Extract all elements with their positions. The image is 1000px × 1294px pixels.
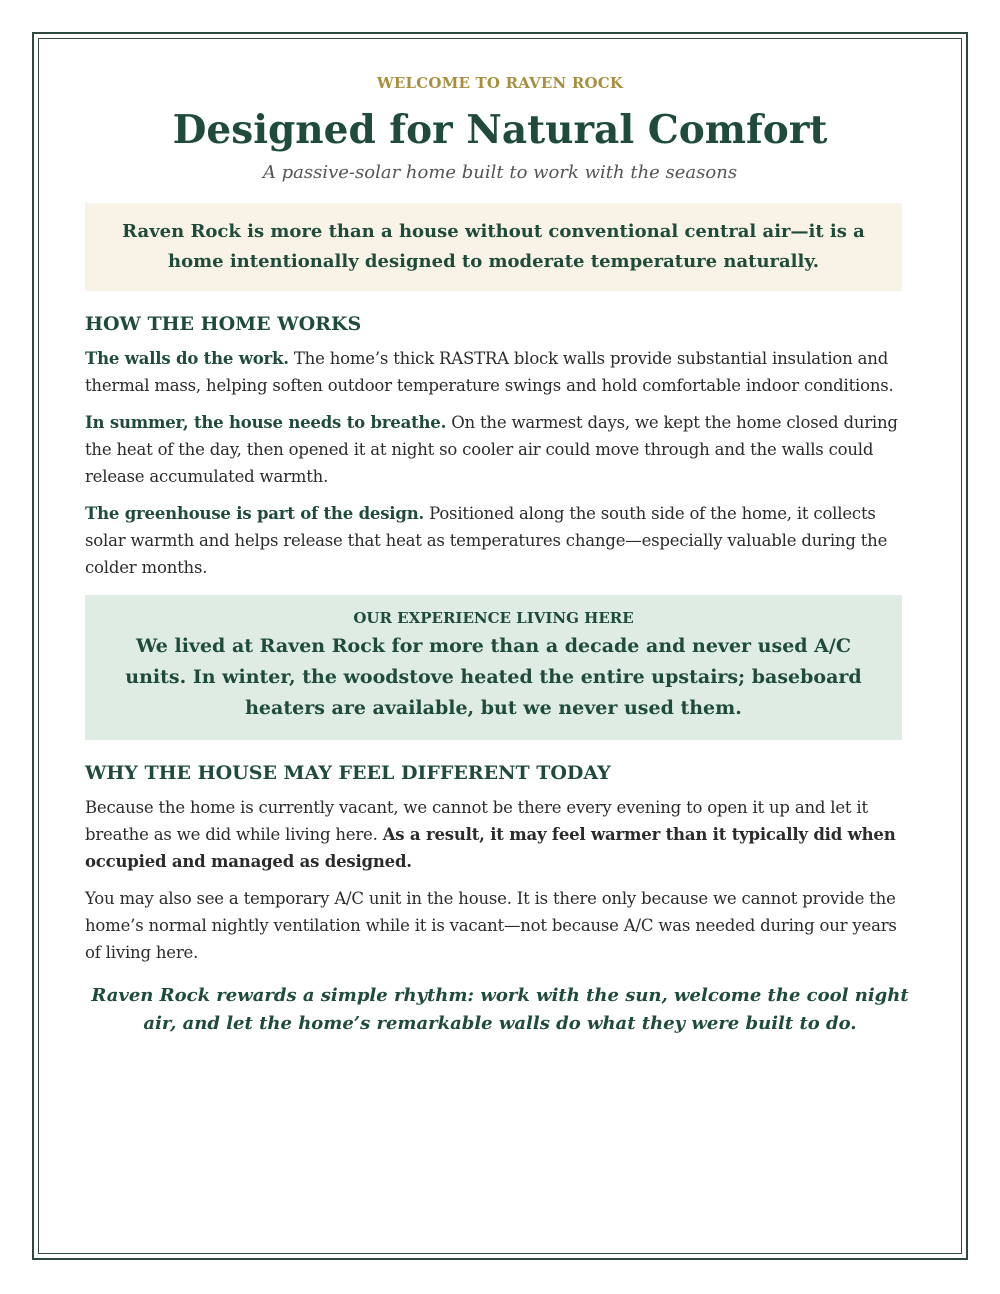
intro-callout: [85, 203, 902, 291]
paragraph-body: The home’s thick RASTRA block walls provide substantial insulation and thermal mass, helping soften outdoor temperature swings and hold comfortable indoor conditions.: [85, 349, 894, 395]
paragraph-body: Because the home is currently vacant, we cannot be there every evening to open it up and let it breathe as we did while living here.: [85, 798, 868, 844]
paragraph-vacant: [85, 794, 915, 875]
page-subtitle: A passive-solar home built to work with the seasons: [262, 162, 738, 183]
eyebrow-label: WELCOME TO RAVEN ROCK: [376, 74, 624, 92]
paragraph-temporary-ac: [85, 885, 915, 966]
paragraph-lead: The walls do the work.: [85, 349, 289, 368]
paragraph-summer: [85, 409, 915, 490]
paragraph-greenhouse: [85, 500, 915, 581]
paragraph-lead: In summer, the house needs to breathe.: [85, 413, 447, 432]
experience-callout: [85, 595, 902, 740]
paragraph-walls: [85, 345, 915, 399]
section-heading-how-it-works: HOW THE HOME WORKS: [85, 313, 362, 335]
paragraph-body: Positioned along the south side of the home, it collects solar warmth and helps release that heat as temperatures change—especially valuable during the colder months.: [85, 504, 888, 577]
intro-text: Raven Rock is more than a house without conventional central air—it is a home intentionally designed to moderate temperature naturally.: [122, 221, 865, 272]
paragraph-body: On the warmest days, we kept the home closed during the heat of the day, then opened it at night so cooler air could move through and the walls could release accumulated warmth.: [85, 413, 898, 486]
page-title: Designed for Natural Comfort: [172, 107, 828, 153]
experience-label: OUR EXPERIENCE LIVING HERE: [353, 609, 634, 627]
section-heading-why-different: WHY THE HOUSE MAY FEEL DIFFERENT TODAY: [85, 762, 611, 784]
document-content: [85, 74, 915, 1056]
paragraph-lead: The greenhouse is part of the design.: [85, 504, 425, 523]
paragraph-body: You may also see a temporary A/C unit in the house. It is there only because we cannot provide the home’s normal nightly ventilation while it is vacant—not because A/C was needed during our years of living here.: [85, 889, 897, 962]
experience-text: We lived at Raven Rock for more than a decade and never used A/C units. In winter, the woodstove heated the entire upstairs; baseboard heaters are available, but we never used them.: [125, 635, 862, 719]
closing-statement: Raven Rock rewards a simple rhythm: work with the sun, welcome the cool night air, and let the home’s remarkable walls do what they were built to do.: [91, 985, 909, 1034]
paragraph-emphasis: As a result, it may feel warmer than it typically did when occupied and managed as designed.: [85, 825, 896, 871]
